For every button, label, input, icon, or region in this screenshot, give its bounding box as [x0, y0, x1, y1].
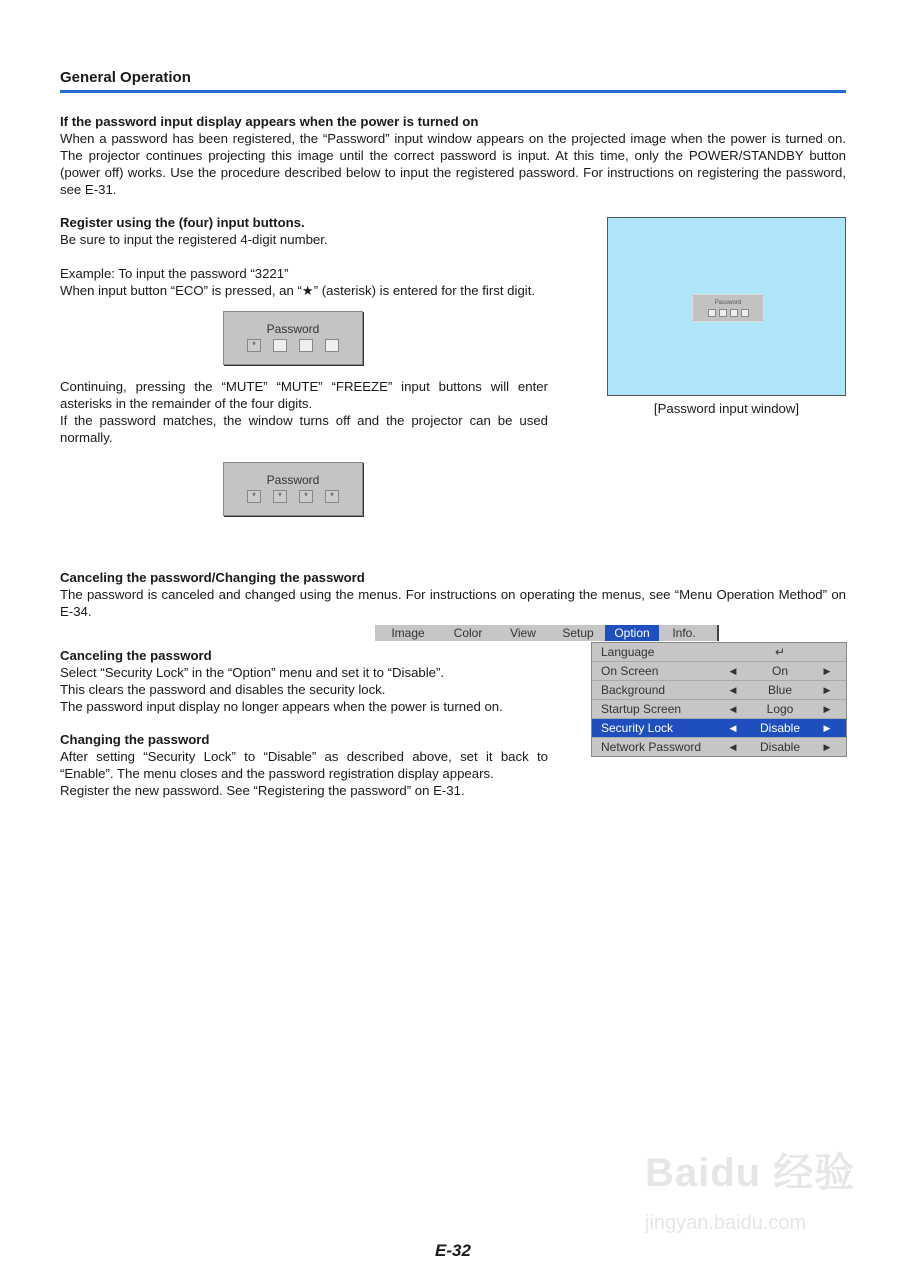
heading: Changing the password — [60, 732, 210, 747]
heading: Register using the (four) input buttons. — [60, 215, 305, 230]
section-header: General Operation — [60, 69, 191, 86]
heading: Canceling the password — [60, 648, 212, 663]
row-label: Network Password — [601, 740, 702, 754]
change-section — [60, 731, 548, 799]
paragraph: When a password has been registered, the “Password” input window appears on the projected image when the power is turned on. The projector continues projecting this image until the correct password is input. At this time, only the POWER/STANDBY button (power off) works. Use the procedure described below to input the registered password. For instructions on registering the password, see E-31. — [60, 131, 846, 197]
empty-box — [299, 339, 313, 352]
dialog-label: Password — [266, 473, 320, 487]
register-continued — [60, 378, 548, 446]
password-dialog-one-digit — [223, 311, 363, 365]
menu-row-network-password[interactable] — [592, 738, 846, 756]
menu-tab-bar — [375, 625, 719, 641]
right-arrow-icon[interactable]: ▶ — [823, 666, 831, 676]
right-arrow-icon[interactable]: ▶ — [823, 742, 831, 752]
cancel-change-section — [60, 569, 846, 620]
heading: If the password input display appears when the power is turned on — [60, 114, 479, 129]
password-dialog-full — [223, 462, 363, 516]
heading: Canceling the password/Changing the password — [60, 570, 365, 585]
mini-label: Password — [714, 300, 742, 306]
row-value: Disable — [759, 721, 801, 735]
text: This clears the password and disables the security lock. — [60, 682, 386, 697]
watermark-url: jingyan.baidu.com — [645, 1212, 807, 1234]
asterisk-box: * — [247, 490, 261, 503]
tab-image[interactable]: Image — [391, 626, 425, 640]
row-label: On Screen — [601, 664, 659, 678]
row-value: Logo — [766, 702, 794, 716]
figure-caption: [Password input window] — [653, 401, 800, 416]
projection-screen — [607, 217, 846, 396]
row-value: On — [771, 664, 788, 678]
left-arrow-icon[interactable]: ◀ — [729, 704, 737, 714]
cancel-section — [60, 647, 548, 715]
text: After setting “Security Lock” to “Disable” as described above, set it back to “Enable”. The menu closes and the password registration display appears. — [60, 749, 548, 781]
tab-view[interactable]: View — [510, 626, 536, 640]
row-label: Language — [601, 645, 655, 659]
option-menu — [591, 642, 847, 757]
text: Select “Security Lock” in the “Option” menu and set it to “Disable”. — [60, 665, 445, 680]
paragraph: The password is canceled and changed using the menus. For instructions on operating the menus, see “Menu Operation Method” on E-34. — [60, 587, 846, 619]
row-label: Startup Screen — [601, 702, 682, 716]
enter-icon: ↵ — [774, 645, 786, 659]
empty-box — [273, 339, 287, 352]
text: Register the new password. See “Registering the password” on E-31. — [60, 783, 465, 798]
text: Be sure to input the registered 4-digit number. — [60, 232, 328, 247]
left-arrow-icon[interactable]: ◀ — [729, 666, 737, 676]
empty-box — [325, 339, 339, 352]
text: If the password matches, the window turns off and the projector can be used normally. — [60, 413, 548, 445]
right-arrow-icon[interactable]: ▶ — [823, 685, 831, 695]
asterisk-box: * — [247, 339, 261, 352]
menu-row-background[interactable] — [592, 681, 846, 700]
menu-row-security-lock[interactable] — [592, 719, 846, 738]
page-number: E-32 — [435, 1241, 471, 1260]
left-arrow-icon[interactable]: ◀ — [729, 723, 737, 733]
text: When input button “ECO” is pressed, an “★” (asterisk) is entered for the first digit. — [60, 283, 536, 298]
watermark-logo: Baidu 经验 — [645, 1151, 856, 1195]
text: Continuing, pressing the “MUTE” “MUTE” “FREEZE” input buttons will enter asterisks in the remainder of the four digits. — [60, 379, 548, 411]
left-arrow-icon[interactable]: ◀ — [729, 742, 737, 752]
row-label: Background — [601, 683, 666, 697]
dialog-label: Password — [266, 322, 320, 336]
tab-color[interactable]: Color — [453, 626, 483, 640]
menu-row-on-screen[interactable] — [592, 662, 846, 681]
row-value: Disable — [759, 740, 801, 754]
header-rule — [60, 90, 846, 93]
mini-password-window — [692, 294, 764, 322]
menu-row-language[interactable] — [592, 643, 846, 662]
right-arrow-icon[interactable]: ▶ — [823, 704, 831, 714]
asterisk-box: * — [299, 490, 313, 503]
menu-row-startup-screen[interactable] — [592, 700, 846, 719]
left-arrow-icon[interactable]: ◀ — [729, 685, 737, 695]
tab-setup[interactable]: Setup — [562, 626, 594, 640]
tab-option[interactable]: Option — [605, 625, 659, 641]
text: Example: To input the password “3221” — [60, 266, 289, 281]
row-label: Security Lock — [601, 721, 674, 735]
text: The password input display no longer appears when the power is turned on. — [60, 699, 503, 714]
power-on-section — [60, 113, 846, 198]
tab-info[interactable]: Info. — [672, 626, 696, 640]
asterisk-box: * — [273, 490, 287, 503]
row-value: Blue — [767, 683, 793, 697]
right-arrow-icon[interactable]: ▶ — [823, 723, 831, 733]
asterisk-box: * — [325, 490, 339, 503]
register-section — [60, 214, 548, 299]
